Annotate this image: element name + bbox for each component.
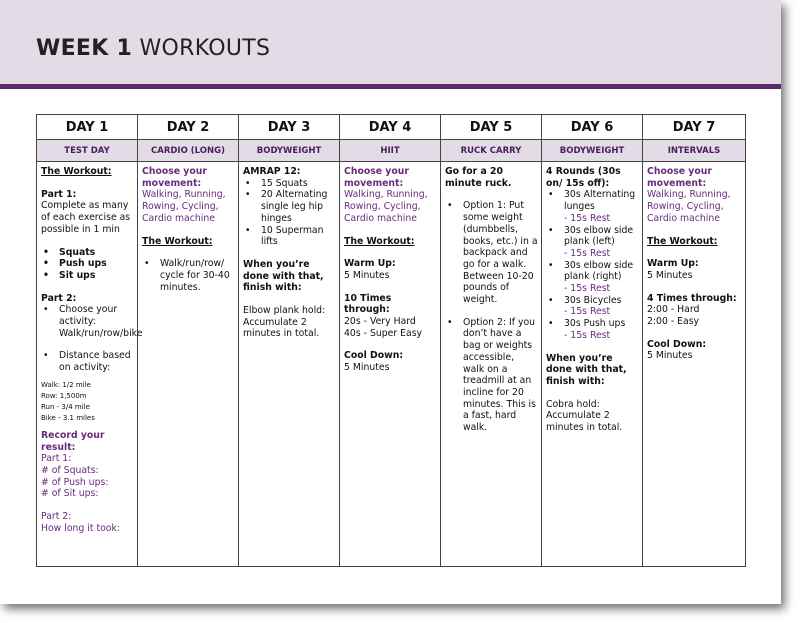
part2-item: • Distance based on activity:: [41, 350, 134, 373]
interval-line: 2:00 - Hard: [647, 304, 700, 316]
page-title: [36, 36, 270, 61]
interval-line: 20s - Very Hard: [344, 316, 416, 328]
workout-type: BODYWEIGHT: [239, 140, 340, 162]
cool-down-value: 5 Minutes: [647, 350, 693, 362]
rounds-label: 4 Rounds (30s on/ 15s off):: [546, 166, 621, 189]
page-title-week: WEEK 1: [36, 36, 133, 61]
warm-up-value: 5 Minutes: [344, 269, 390, 281]
workout-detail-row: [37, 162, 746, 567]
finisher-text: Cobra hold: Accumulate 2 minutes in total.: [546, 398, 623, 434]
record-line: How long it took:: [41, 522, 120, 534]
rest-note: - 15s Rest: [564, 283, 611, 295]
day7-cell: [643, 162, 746, 567]
choose-movement-label: Choose your movement:: [142, 166, 207, 189]
exercise-item: • 20 Alternating single leg hip hinges: [243, 189, 336, 224]
rest-note: - 15s Rest: [564, 306, 611, 318]
rest-note: - 15s Rest: [564, 212, 611, 224]
interval-line: 2:00 - Easy: [647, 316, 700, 328]
ruck-lead: Go for a 20 minute ruck.: [445, 166, 512, 189]
workout-type: BODYWEIGHT: [542, 140, 643, 162]
day-header: DAY 3: [239, 115, 340, 140]
movement-options: Walking, Running, Rowing, Cycling, Cardio machine: [142, 189, 226, 224]
workout-heading: The Workout:: [344, 235, 415, 247]
day-header: DAY 4: [340, 115, 441, 140]
exercise-item: • 15 Squats: [243, 178, 336, 190]
times-through-label: 10 Times through:: [344, 292, 392, 316]
exercise-item: • 30s Push ups: [546, 318, 639, 330]
workout-type: TEST DAY: [37, 140, 138, 162]
part2-item: • Choose your activity: Walk/run/row/bike: [41, 304, 134, 339]
exercise-item: • 30s elbow side plank (right): [546, 260, 639, 283]
workout-table: [36, 114, 746, 567]
exercise-item: • Sit ups: [41, 270, 134, 282]
choose-movement-label: Choose your movement:: [344, 166, 409, 189]
record-line: # of Sit ups:: [41, 488, 99, 500]
record-line: # of Push ups:: [41, 476, 109, 488]
day6-cell: [542, 162, 643, 567]
ruck-option: • Option 2: If you don’t have a bag or weights accessible, walk on a treadmill at an incline for 20 minutes. This is a fast, hard walk.: [445, 317, 538, 434]
movement-options: Walking, Running, Rowing, Cycling, Cardio machine: [647, 189, 731, 224]
header-rule: [0, 84, 781, 89]
day-header: DAY 6: [542, 115, 643, 140]
exercise-item: • Push ups: [41, 258, 134, 270]
workout-heading: The Workout:: [142, 235, 213, 247]
day4-cell: [340, 162, 441, 567]
day-header: DAY 7: [643, 115, 746, 140]
day1-cell: [37, 162, 143, 567]
day5-cell: [441, 162, 542, 567]
workout-type: INTERVALS: [643, 140, 746, 162]
rest-note: - 15s Rest: [564, 329, 611, 341]
record-line: # of Squats:: [41, 464, 99, 476]
day-header: DAY 2: [138, 115, 239, 140]
workout-item: • Walk/run/row/ cycle for 30-40 minutes.: [142, 258, 235, 293]
exercise-item: • Squats: [41, 247, 134, 259]
times-through-label: 4 Times through:: [647, 292, 737, 304]
movement-options: Walking, Running, Rowing, Cycling, Cardio machine: [344, 189, 428, 224]
distance-item: Row: 1,500m: [41, 391, 87, 400]
finish-label: When you’re done with that, finish with:: [546, 352, 627, 387]
page-title-workouts: WORKOUTS: [139, 36, 271, 61]
cool-down-label: Cool Down:: [647, 338, 707, 350]
part1-label: Part 1:: [41, 188, 77, 200]
cool-down-value: 5 Minutes: [344, 362, 390, 374]
part2-label: Part 2:: [41, 292, 77, 304]
cool-down-label: Cool Down:: [344, 350, 404, 362]
record-line: Part 2:: [41, 511, 72, 523]
part1-text: Complete as many of each exercise as possible in 1 min: [41, 200, 131, 235]
workout-type: CARDIO (LONG): [138, 140, 239, 162]
day-header: DAY 1: [37, 115, 138, 140]
workout-type-row: [37, 140, 746, 162]
ruck-option: • Option 1: Put some weight (dumbbells, books, etc.) in a backpack and go for a walk. Between 10-20 pounds of weight.: [445, 200, 538, 305]
day-header-row: [37, 115, 746, 140]
warm-up-label: Warm Up:: [344, 258, 396, 270]
finisher-text: Elbow plank hold: Accumulate 2 minutes in total.: [243, 305, 326, 340]
distance-item: Bike - 3.1 miles: [41, 413, 95, 422]
interval-line: 40s - Super Easy: [344, 327, 423, 339]
exercise-item: • 10 Superman lifts: [243, 225, 336, 248]
exercise-item: • 30s Alternating lunges: [546, 189, 639, 212]
exercise-item: • 30s Bicycles: [546, 295, 639, 307]
warm-up-value: 5 Minutes: [647, 269, 693, 281]
distance-item: Walk: 1/2 mile: [41, 380, 91, 389]
workout-heading: The Workout:: [647, 235, 718, 247]
record-result-label: Record your result:: [41, 429, 105, 453]
choose-movement-label: Choose your movement:: [647, 166, 712, 189]
day-header: DAY 5: [441, 115, 542, 140]
exercise-item: • 30s elbow side plank (left): [546, 225, 639, 248]
rest-note: - 15s Rest: [564, 247, 611, 259]
finish-label: When you’re done with that, finish with:: [243, 258, 324, 294]
workout-type: HIIT: [340, 140, 441, 162]
amrap-label: AMRAP 12:: [243, 166, 301, 177]
record-line: Part 1:: [41, 453, 72, 465]
workout-heading: The Workout:: [41, 166, 112, 177]
day3-cell: [239, 162, 340, 567]
distance-item: Run - 3/4 mile: [41, 402, 90, 411]
day2-cell: [138, 162, 239, 567]
warm-up-label: Warm Up:: [647, 258, 699, 270]
workout-type: RUCK CARRY: [441, 140, 542, 162]
